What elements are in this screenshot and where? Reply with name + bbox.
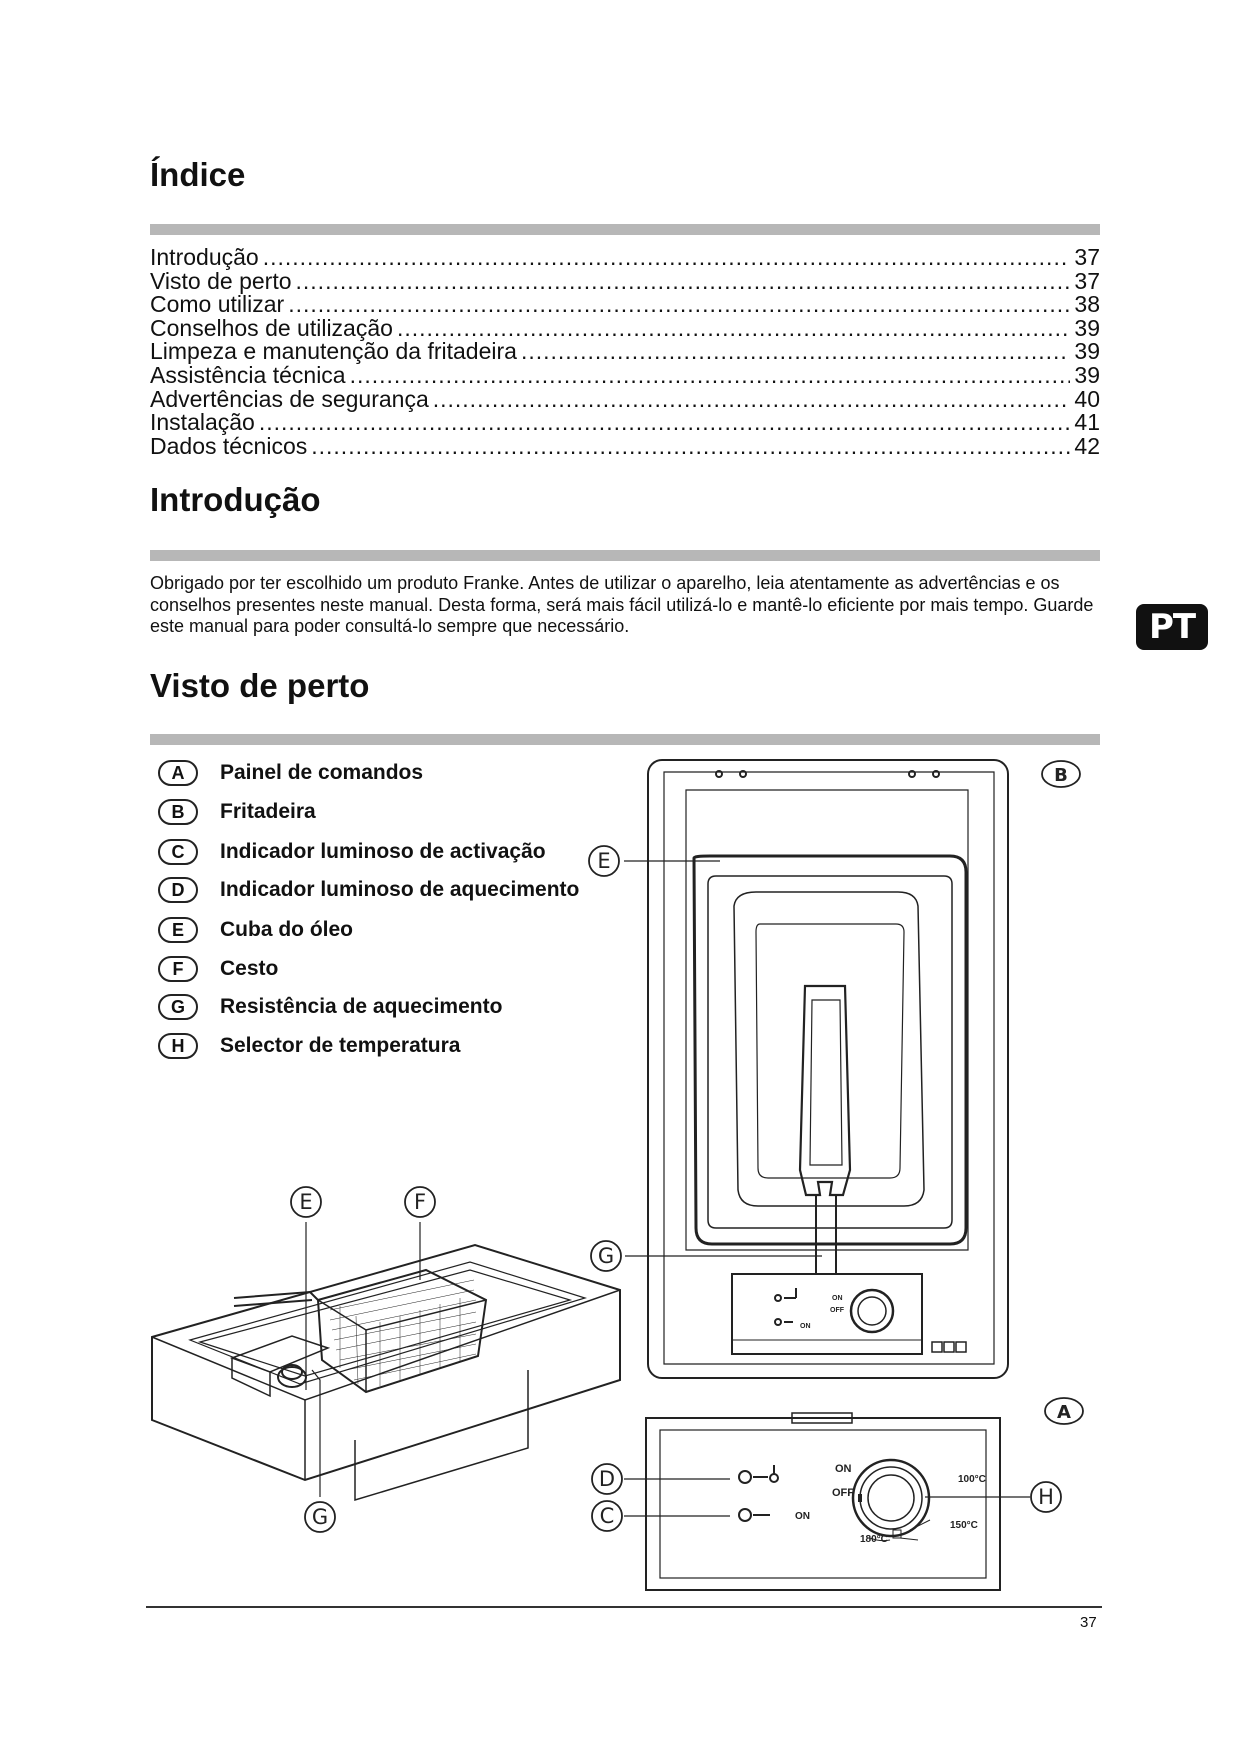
legend-item-label: Resistência de aquecimento bbox=[220, 995, 503, 1018]
legend-letter-badge: F bbox=[158, 956, 198, 982]
callout-panel-h bbox=[1031, 1482, 1061, 1512]
callout-letter: B bbox=[1054, 765, 1068, 786]
introducao-title: Introdução bbox=[150, 481, 321, 518]
legend-letter-badge: B bbox=[158, 799, 198, 825]
legend-item-label: Indicador luminoso de aquecimento bbox=[220, 878, 580, 901]
fryer-perspective-view bbox=[152, 1245, 620, 1500]
callout-top-g bbox=[591, 1241, 621, 1271]
toc-entry-page: 39 bbox=[1074, 361, 1100, 388]
panel-on-label: ON bbox=[835, 1463, 852, 1475]
footer-rule bbox=[146, 1606, 1102, 1608]
toc-entry-page: 42 bbox=[1074, 432, 1100, 459]
legend-letter-badge: E bbox=[158, 917, 198, 943]
toc-entry-label: Como utilizar bbox=[150, 291, 285, 318]
callout-panel-c bbox=[592, 1501, 622, 1531]
callout-letter: E bbox=[299, 1190, 313, 1214]
strip-on-led-label: ON bbox=[800, 1323, 811, 1330]
callout-panel-d bbox=[592, 1464, 622, 1494]
toc-entry-page: 39 bbox=[1074, 314, 1100, 341]
toc-entry-label: Assistência técnica bbox=[150, 361, 346, 388]
strip-off-label: OFF bbox=[830, 1307, 844, 1314]
callout-letter: E bbox=[597, 849, 611, 873]
toc-entry-page: 37 bbox=[1074, 244, 1100, 270]
callout-persp-e bbox=[291, 1187, 321, 1217]
toc-entry-label: Instalação bbox=[150, 409, 255, 436]
callout-letter: G bbox=[597, 1244, 615, 1268]
legend-item-label: Indicador luminoso de activação bbox=[220, 840, 546, 863]
introducao-text: Obrigado por ter escolhido um produto Franke. Antes de utilizar o aparelho, leia atentamente as advertências e os conselhos presentes neste manual. Desta forma, será mais fácil utilizá-lo e mantê-lo eficiente por mais tempo. Guarde este manual para poder consultá-lo sempre que necessário. bbox=[150, 573, 1094, 636]
callout-letter: A bbox=[1057, 1402, 1071, 1423]
legend-item-label: Cesto bbox=[220, 957, 279, 980]
indice-title: Índice bbox=[150, 156, 246, 193]
toc-entry-page: 40 bbox=[1074, 385, 1100, 412]
temp-180-label: 180°C bbox=[860, 1534, 888, 1545]
temp-100-label: 100°C bbox=[958, 1474, 986, 1485]
callout-letter: H bbox=[1038, 1485, 1054, 1509]
toc-entry-page: 37 bbox=[1074, 267, 1100, 294]
callout-letter: D bbox=[598, 1467, 616, 1491]
page-number: 37 bbox=[1080, 1614, 1097, 1631]
legend-letter-badge: G bbox=[158, 994, 198, 1020]
callout-top-e bbox=[589, 846, 619, 876]
legend-letter-badge: D bbox=[158, 877, 198, 903]
callout-letter: F bbox=[413, 1190, 427, 1214]
toc-entry-label: Dados técnicos bbox=[150, 432, 308, 459]
legend-letter-badge: A bbox=[158, 760, 198, 786]
toc-entry-page: 39 bbox=[1074, 338, 1100, 365]
toc-entry-page: 38 bbox=[1074, 291, 1100, 318]
language-badge: PT bbox=[1136, 604, 1208, 650]
strip-on-label: ON bbox=[832, 1295, 843, 1302]
toc-entry-label: Visto de perto bbox=[150, 267, 292, 294]
toc-entry-page: 41 bbox=[1074, 409, 1100, 436]
toc-entry-label: Conselhos de utilização bbox=[150, 314, 393, 341]
panel-on-led-label: ON bbox=[795, 1511, 810, 1522]
toc-entry-label: Advertências de segurança bbox=[150, 385, 429, 412]
callout-letter: G bbox=[311, 1505, 329, 1529]
callout-top-b bbox=[1042, 761, 1080, 787]
legend-item-label: Cuba do óleo bbox=[220, 918, 353, 941]
legend-letter-badge: H bbox=[158, 1033, 198, 1059]
callout-persp-g bbox=[305, 1502, 335, 1532]
callout-letter: C bbox=[599, 1504, 615, 1528]
legend-item-label: Painel de comandos bbox=[220, 761, 424, 784]
control-panel-detail bbox=[646, 1413, 1000, 1590]
toc-entry-label: Limpeza e manutenção da fritadeira bbox=[150, 338, 517, 365]
legend-letter-badge: C bbox=[158, 839, 198, 865]
visto-title: Visto de perto bbox=[150, 667, 370, 704]
panel-off-label: OFF bbox=[832, 1487, 854, 1499]
callout-persp-f bbox=[405, 1187, 435, 1217]
toc-entry-label: Introdução bbox=[150, 244, 259, 270]
legend-item-label: Fritadeira bbox=[220, 800, 316, 823]
callout-panel-a bbox=[1045, 1398, 1083, 1424]
legend-item-label: Selector de temperatura bbox=[220, 1034, 461, 1057]
fryer-top-view bbox=[648, 760, 1008, 1378]
temp-150-label: 150°C bbox=[950, 1520, 978, 1531]
